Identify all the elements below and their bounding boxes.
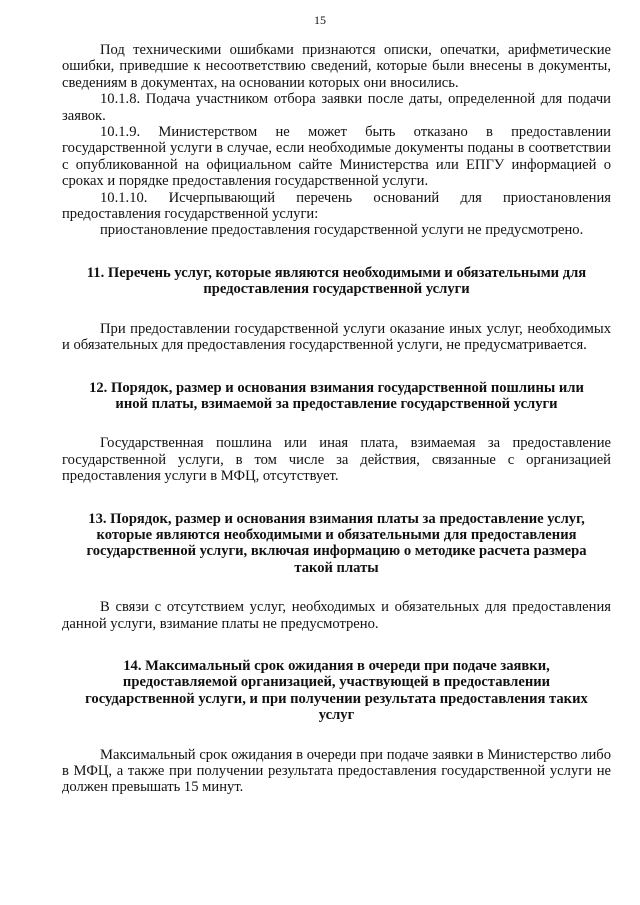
paragraph-10-1-8: 10.1.8. Подача участником отбора заявки после даты, определенной для подачи заявок.: [62, 91, 611, 124]
document-body: [62, 42, 611, 796]
section-11-text: При предоставлении государственной услуги оказание иных услуг, необходимых и обязательных для предоставления государственной услуги, не предусматривается.: [62, 320, 611, 354]
section-12-heading: 12. Порядок, размер и основания взимания государственной пошлины или иной платы, взимаемой за предоставление государственной услуги: [89, 379, 584, 412]
section-14-text: Максимальный срок ожидания в очереди при подаче заявки в Министерство либо в МФЦ, а также при получении результата предоставления государственной услуги не должен превышать 15 минут.: [62, 746, 611, 796]
section-14-heading: 14. Максимальный срок ожидания в очереди при подаче заявки, предоставляемой организацией, участвующей в предоставлении государственной услуги, и при получении результата предоставления таких услуг: [85, 657, 588, 724]
paragraph-10-1-9: 10.1.9. Министерством не может быть отказано в предоставлении государственной услуги в случае, если необходимые документы поданы в соответствии с опубликованной на официальном сайте Министерства или ЕПГУ информацией о сроках и порядке предоставления государственной услуги.: [62, 124, 611, 190]
section-12-text: Государственная пошлина или иная плата, взимаемая за предоставление государственной услуги, в том числе за действия, связанные с организацией предоставления услуги в МФЦ, отсутствует.: [62, 435, 611, 485]
section-13-text: В связи с отсутствием услуг, необходимых и обязательных для предоставления данной услуги, взимание платы не предусмотрено.: [62, 599, 611, 632]
paragraph-10-1-10: 10.1.10. Исчерпывающий перечень оснований для приостановления предоставления государственной услуги:: [62, 189, 611, 223]
section-11-heading: 11. Перечень услуг, которые являются необходимыми и обязательными для предоставления государственной услуги: [86, 264, 587, 298]
paragraph-technical-errors: Под техническими ошибками признаются описки, опечатки, арифметические ошибки, приведшие к несоответствию сведений, которые были внесены в документы, сведениям в документах, на основании которых они вносились.: [62, 42, 611, 91]
page-number: 15: [314, 13, 326, 27]
paragraph-suspension: приостановление предоставления государственной услуги не предусмотрено.: [100, 222, 584, 239]
section-13-heading: 13. Порядок, размер и основания взимания платы за предоставление услуг, которые являются необходимыми и обязательными для предоставления государственной услуги, включая информацию о методике расчета размера такой платы: [86, 510, 587, 576]
